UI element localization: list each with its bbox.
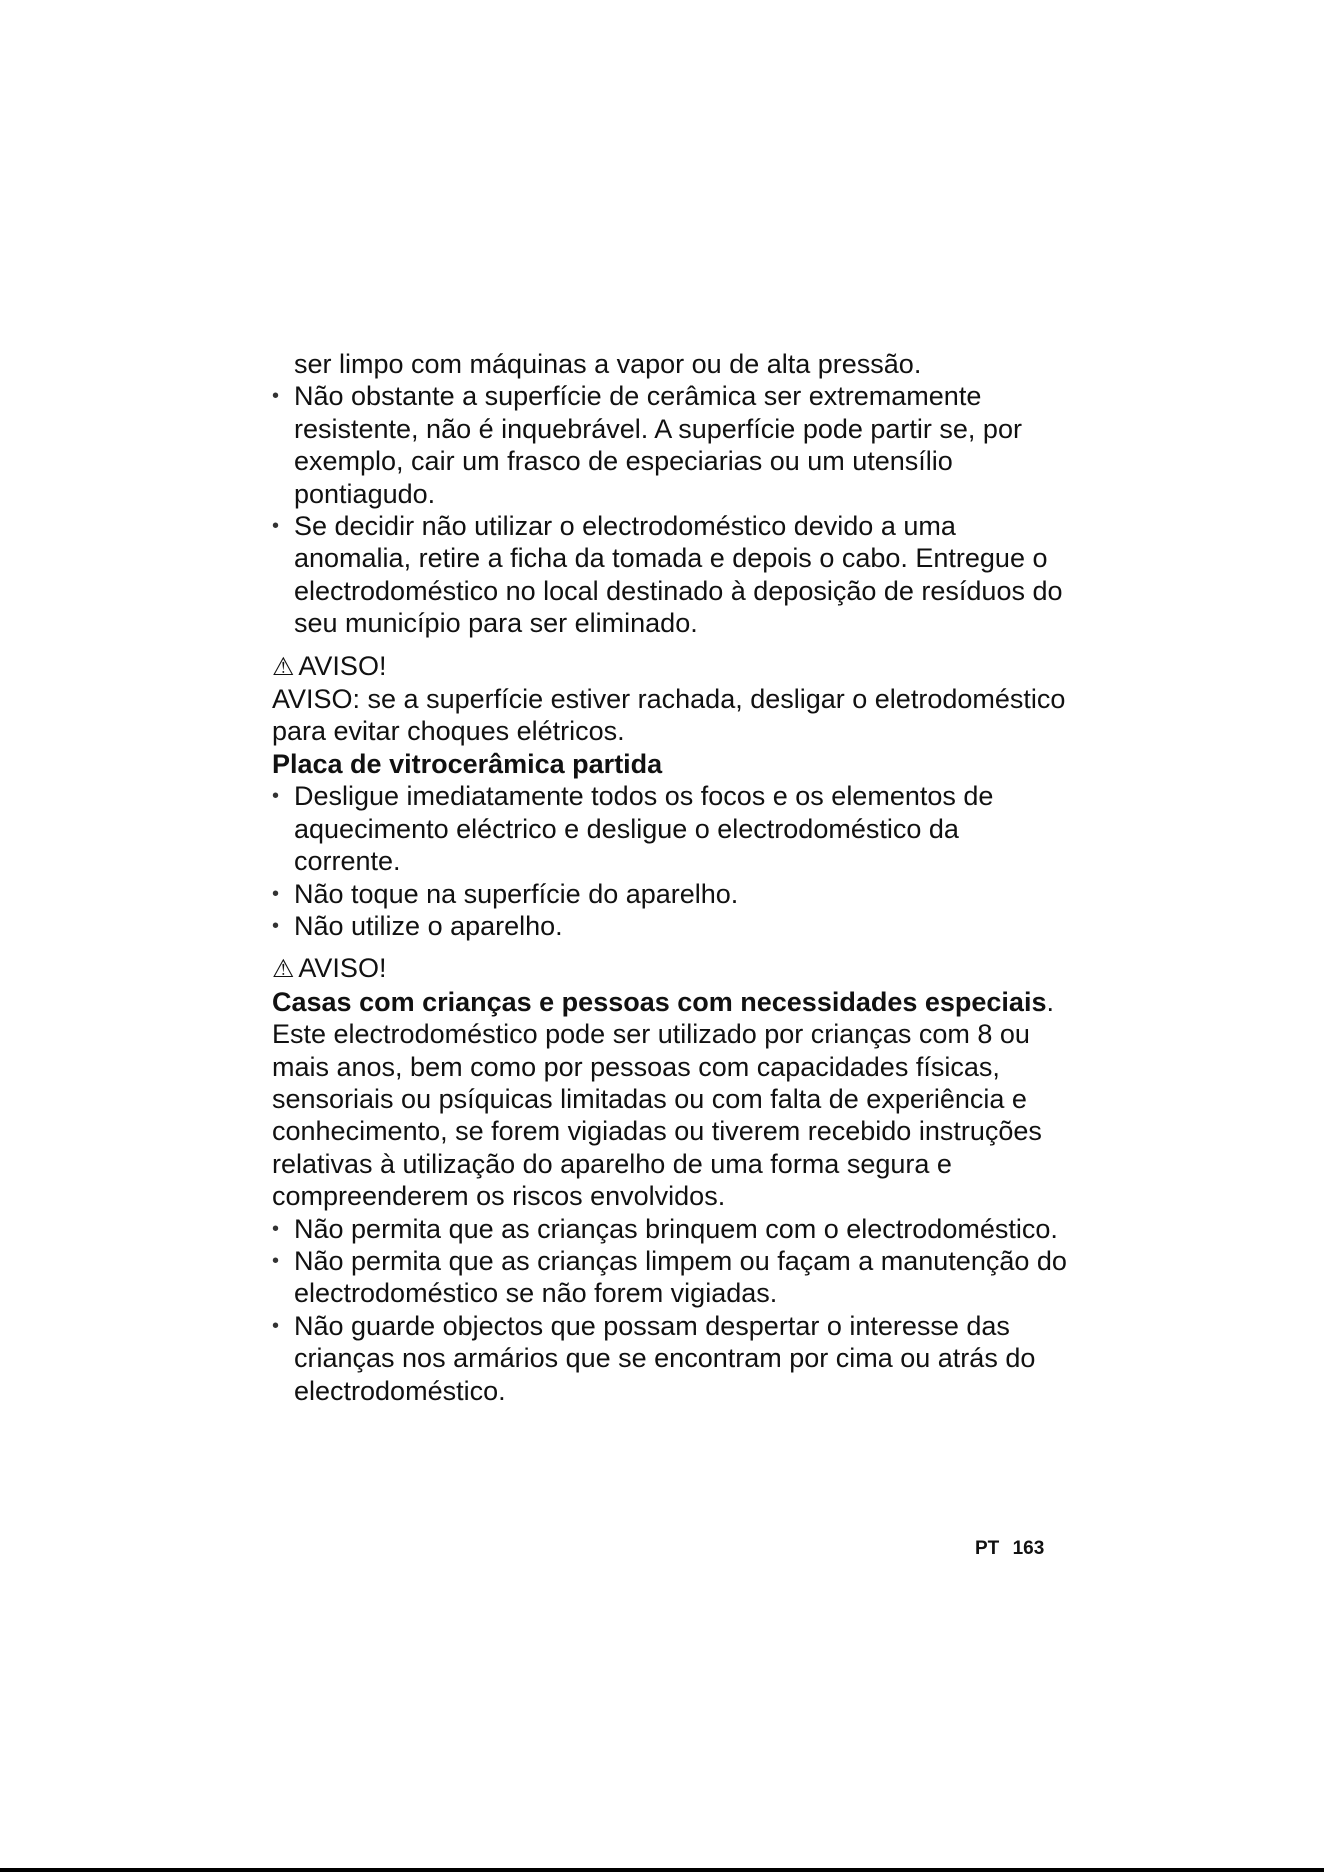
warning-icon: ⚠ xyxy=(272,955,295,984)
list-item: • Não toque na superfície do aparelho. xyxy=(272,878,1072,910)
intro-bullet-list xyxy=(272,380,1072,639)
warning-label: AVISO! xyxy=(298,650,387,681)
section-heading: Placa de vitrocerâmica partida xyxy=(272,748,663,779)
list-item: • Não permita que as crianças brinquem com o electrodoméstico. xyxy=(272,1213,1072,1245)
list-item: • Desligue imediatamente todos os focos e os elementos de aquecimento eléctrico e desligue o electrodoméstico da corrente. xyxy=(272,780,1072,877)
page-number: 163 xyxy=(1012,1538,1045,1559)
warning-title xyxy=(272,952,1072,985)
page-footer xyxy=(975,1538,1044,1560)
children-bullet-list xyxy=(272,1213,1072,1407)
warning-text: AVISO: se a superfície estiver rachada, desligar o eletrodoméstico para evitar choques elétricos. xyxy=(272,684,1066,747)
section-heading: Casas com crianças e pessoas com necessidades especiais xyxy=(272,986,1047,1017)
document-body xyxy=(272,348,1072,1407)
list-item: • Não permita que as crianças limpem ou façam a manutenção do electrodoméstico se não forem vigiadas. xyxy=(272,1245,1072,1310)
list-item: • Não utilize o aparelho. xyxy=(272,910,1072,942)
heading-suffix: . xyxy=(1046,986,1054,1017)
warning-icon: ⚠ xyxy=(272,652,295,681)
bottom-border xyxy=(0,1868,1324,1872)
section-heading-wrapper xyxy=(272,986,1072,1018)
list-item: • Não obstante a superfície de cerâmica ser extremamente resistente, não é inquebrável. A superfície pode partir se, por exemplo, cair um frasco de especiarias ou um utensílio pontiagudo. xyxy=(272,380,1072,510)
list-item: • Se decidir não utilizar o electrodoméstico devido a uma anomalia, retire a ficha da tomada e depois o cabo. Entregue o electrodoméstico no local destinado à deposição de resíduos do seu município para ser eliminado. xyxy=(272,510,1072,640)
list-item: • Não guarde objectos que possam despertar o interesse das crianças nos armários que se encontram por cima ou atrás do electrodoméstico. xyxy=(272,1310,1072,1407)
continuation-text: ser limpo com máquinas a vapor ou de alta pressão. xyxy=(294,349,922,379)
paragraph: Este electrodoméstico pode ser utilizado por crianças com 8 ou mais anos, bem como por pessoas com capacidades físicas, sensoriais ou psíquicas limitadas ou com falta de experiência e conhecimento, se forem vigiadas ou tiverem recebido instruções relativas à utilização do aparelho de uma forma segura e compreenderem os riscos envolvidos. xyxy=(272,1019,1042,1212)
broken-hob-bullet-list xyxy=(272,780,1072,942)
language-code: PT xyxy=(975,1538,1000,1559)
warning-label: AVISO! xyxy=(298,953,387,984)
warning-title xyxy=(272,650,1072,683)
